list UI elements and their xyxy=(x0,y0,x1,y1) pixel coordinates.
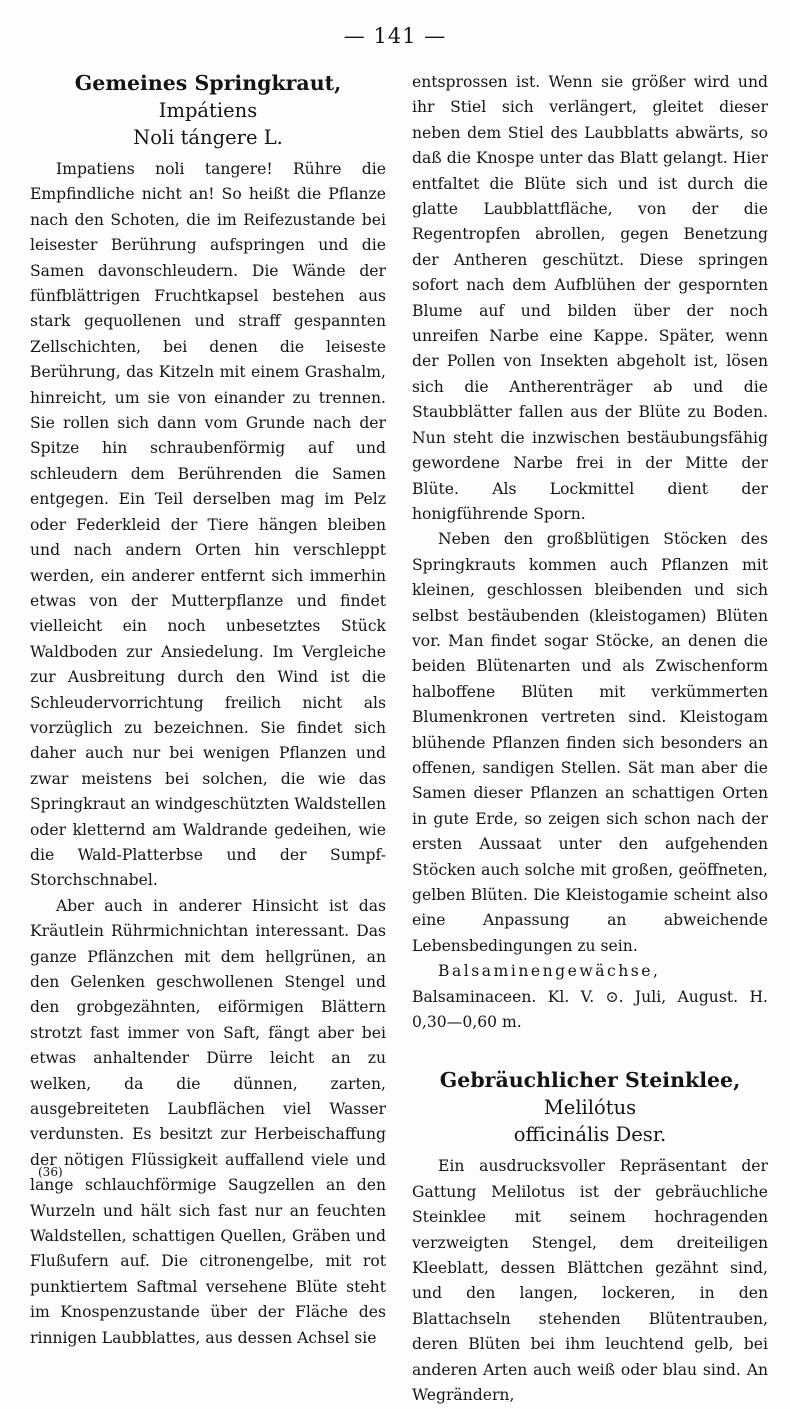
left-column xyxy=(30,70,386,1409)
paragraph: Aber auch in anderer Hinsicht ist das Kräutlein Rührmichnichtan interessant. Das ganze Pflänzchen mit dem hellgrünen, an den Gelenken geschwollenen Stengel und den grobgezähnten, eiförmigen Blättern strotzt fast immer von Saft, fängt aber bei etwas anhaltender Dürre leicht an zu welken, da die dünnen, zarten, ausgebreiteten Laubflächen viel Wasser verdunsten. Es besitzt zur Herbeischaffung der nötigen Flüssigkeit auffallend viele und lange schlauchförmige Saugzellen an den Wurzeln und hält sich fast nur an feuchten Waldstellen, schattigen Quellen, Gräben und Flußufern auf. Die citronengelbe, mit rot punktiertem Saftmal versehene Blüte steht im Knospenzustande über der Fläche des rinnigen Laubblattes, aus dessen Achsel sie xyxy=(30,896,386,1347)
signature-mark: (36) xyxy=(38,1165,63,1179)
paragraph: Impatiens noli tangere! Rühre die Empfindliche nicht an! So heißt die Pflanze nach den Schoten, die im Reifezustande bei leisester Berührung aufspringen und die Samen davonschleudern. Die Wände der fünfblättrigen Fruchtkapsel bestehen aus stark gequollenen und straff gespannten Zellschichten, bei denen die leiseste Berührung, das Kitzeln mit einem Grashalm, hinreicht, um sie von einander zu trennen. Sie rollen sich dann vom Grunde nach der Spitze hin schraubenförmig auf und schleudern dem Berührenden die Samen entgegen. Ein Teil derselben mag im Pelz oder Federkleid der Tiere hängen bleiben und nach andern Orten hin verschleppt werden, ein anderer entfernt sich immerhin etwas von der Mutterpflanze und findet vielleicht ein noch unbesetztes Stück Waldboden zur Ansiedelung. Im Vergleiche zur Ausbreitung durch den Wind ist die Schleudervorrichtung freilich nicht als vorzüglich zu bezeichnen. Sie findet sich daher auch nur bei wenigen Pflanzen und zwar meistens bei solchen, die wie das Springkraut an windgeschützten Waldstellen oder kletternd am Waldrande gedeihen, wie die Wald-Platterbse und der Sumpf-Storchschnabel. xyxy=(30,160,386,890)
page-number: — 141 — xyxy=(343,24,447,48)
family-details: Balsaminaceen. Kl. V. ⊙. Juli, August. H. 0,30—0,60 m. xyxy=(412,987,768,1032)
paragraph: entsprossen ist. Wenn sie größer wird und ihr Stiel sich verlängert, gleitet dieser neben dem Stiel des Laubblatts abwärts, so daß die Knospe unter das Blatt gelangt. Hier entfaltet die Blüte sich und ist durch die glatte Laubblattfläche, von der die Regentropfen abrollen, gegen Benetzung der Antheren geschützt. Diese springen sofort nach dem Aufblühen der gespornten Blume auf und bilden über der noch unreifen Narbe eine Kappe. Später, wenn der Pollen von Insekten abgeholt ist, lösen sich die Antherenträger ab und die Staubblätter fallen aus der Blüte zu Boden. Nun steht die inzwischen bestäubungsfähig gewordene Narbe frei in der Mitte der Blüte. Als Lockmittel dient der honigführende Sporn. xyxy=(412,73,768,523)
paragraph: Neben den großblütigen Stöcken des Springkrauts kommen auch Pflanzen mit kleinen, geschlossen bleibenden und sich selbst bestäubenden (kleistogamen) Blüten vor. Man findet sogar Stöcke, an denen die beiden Blütenarten und als Zwischenform halboffene Blüten mit verkümmerten Blumenkronen vertreten sind. Kleistogam blühende Pflanzen finden sich besonders an offenen, sandigen Stellen. Sät man aber die Samen dieser Pflanzen an schattigen Orten in gute Erde, so zeigen sich schon nach der ersten Aussaat unter den aufgehenden Stöcken auch solche mit großen, geöffneten, gelben Blüten. Die Kleistogamie scheint also eine Anpassung an abweichende Lebensbedingungen zu sein. xyxy=(412,530,768,955)
heading-german-name: Gemeines Springkraut, xyxy=(74,71,342,95)
heading-latin-name-b: officinális Desr. xyxy=(513,1123,667,1147)
right-column xyxy=(412,70,768,1409)
heading-german-name: Gebräuchlicher Steinklee, xyxy=(439,1068,741,1093)
family-name: Balsaminengewächse, xyxy=(438,962,661,981)
heading-latin-name-a: Melilótus xyxy=(543,1096,637,1120)
family-info xyxy=(412,959,768,1035)
heading-latin-name-a: Impátiens xyxy=(158,99,258,122)
text-columns xyxy=(30,70,768,1409)
article-heading-springkraut xyxy=(30,70,386,151)
paragraph: Ein ausdrucksvoller Repräsentant der Gattung Melilotus ist der gebräuchliche Steinklee mit seinem hochragenden verzweigten Stengel, dem dreiteiligen Kleeblatt, dessen Blättchen gezähnt sind, und den langen, lockeren, in den Blattachseln stehenden Blütentrauben, deren Blüten bei ihm leuchtend gelb, bei anderen Arten auch weiß oder blau sind. An Wegrändern, xyxy=(412,1157,768,1405)
heading-latin-name-b: Noli tángere L. xyxy=(133,126,283,149)
article-heading-steinklee xyxy=(412,1067,768,1148)
